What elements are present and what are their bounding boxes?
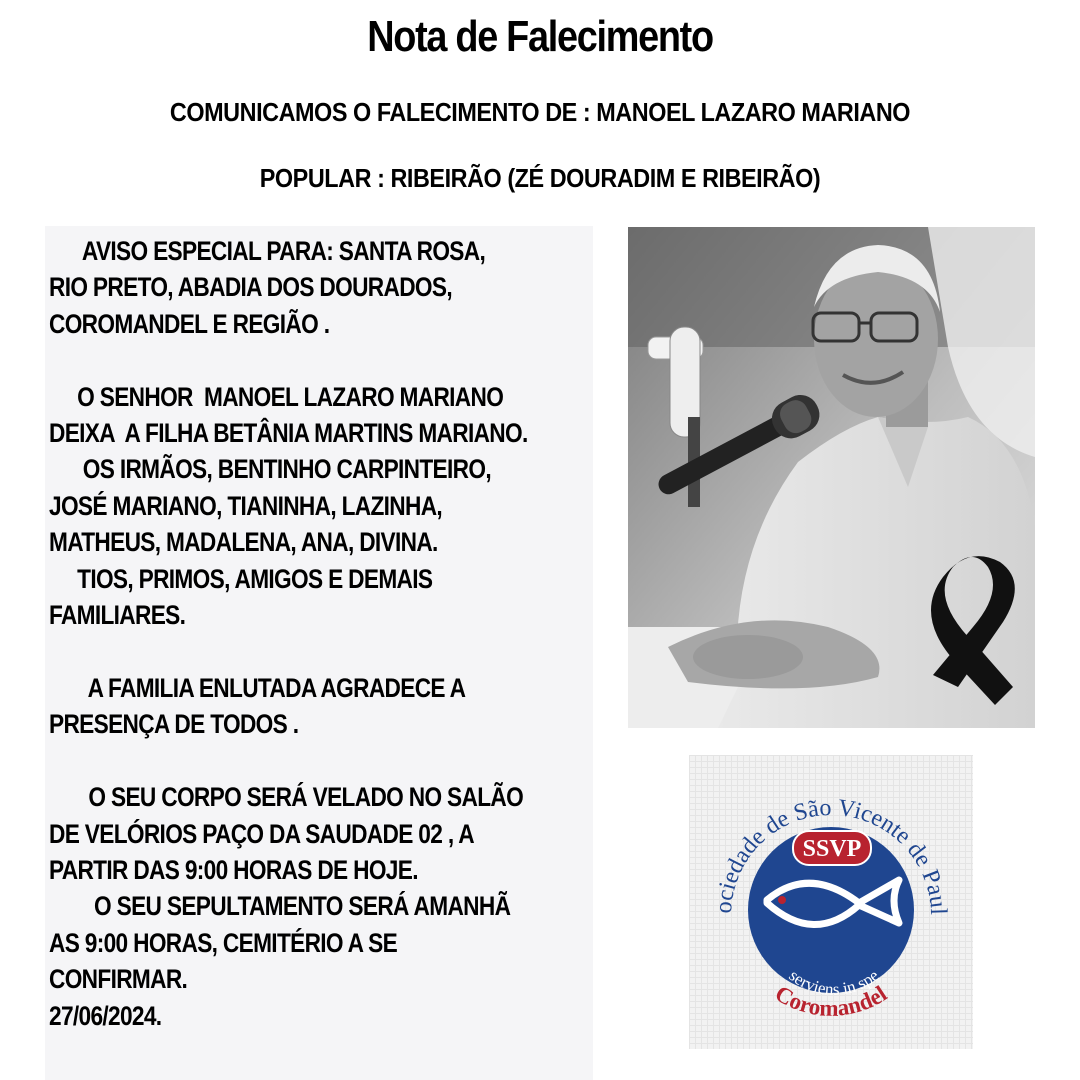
nickname-line: POPULAR : RIBEIRÃO (ZÉ DOURADIM E RIBEIRÃO)	[259, 163, 821, 193]
logo-arc-text: ociedade de São Vicente de Paul	[710, 794, 952, 916]
ssvp-logo	[689, 755, 973, 1049]
announcement-line: COMUNICAMOS O FALECIMENTO DE : MANOEL LAZARO MARIANO	[169, 97, 911, 127]
logo-abbr: SSVP	[802, 836, 862, 862]
logo-city: Coromandel	[770, 980, 892, 1021]
ssvp-emblem-icon	[689, 755, 973, 1049]
portrait-photo	[628, 227, 1035, 728]
logo-motto: serviens in spe	[785, 965, 883, 999]
notice-title: Nota de Falecimento	[367, 12, 713, 61]
notice-body-text: AVISO ESPECIAL PARA: SANTA ROSA, RIO PRETO, ABADIA DOS DOURADOS, COROMANDEL E REGIÃO . O SENHOR MANOEL LAZARO MARIANO DEIXA A FILHA BETÂNIA MARTINS MARIANO. OS IRMÃOS, BENTINHO CARPINTEIRO, JOSÉ MARIANO, TIANINHA, LAZINHA, MATHEUS, MADALENA, ANA, DIVINA. TIOS, PRIMOS, AMIGOS E DEMAIS FAMILIARES. A FAMILIA ENLUTADA AGRADECE A PRESENÇA DE TODOS . O SEU CORPO SERÁ VELADO NO SALÃO DE VELÓRIOS PAÇO DA SAUDADE 02 , A PARTIR DAS 9:00 HORAS DE HOJE. O SEU SEPULTAMENTO SERÁ AMANHÃ AS 9:00 HORAS, CEMITÉRIO A SE CONFIRMAR. 27/06/2024.	[49, 236, 528, 1031]
portrait-illustration	[628, 227, 1035, 728]
